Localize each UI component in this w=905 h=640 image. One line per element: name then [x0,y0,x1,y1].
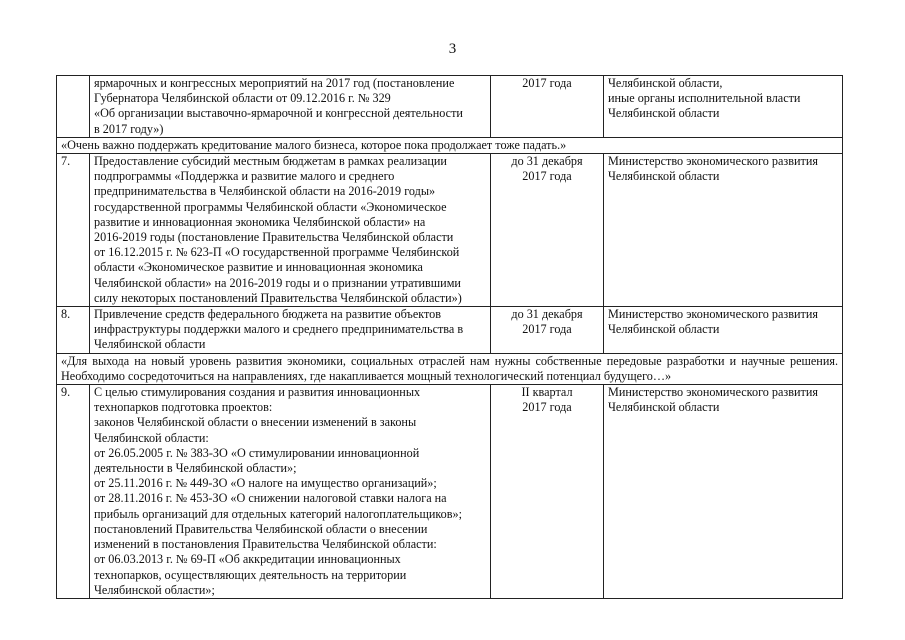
task-line: технопарков подготовка проектов: [94,400,273,415]
task-line: от 25.11.2016 г. № 449-ЗО «О налоге на имущество организаций»; [94,476,437,491]
term-line: 2017 года [522,400,572,415]
task-line: изменений в постановления Правительства Челябинской области: [94,537,437,552]
task-line: постановлений Правительства Челябинской области о внесении [94,521,428,536]
task-line: Привлечение средств федерального бюджета на развитие объектов [94,307,442,322]
term-line: 2017 года [522,322,572,337]
quote-row [57,137,843,153]
task-line: «Об организации выставочно-ярмарочной и конгрессной деятельности [94,106,463,121]
task-cell [90,154,491,307]
quote-text: «Очень важно поддержать кредитование малого бизнеса, которое пока продолжает тоже падать.» [57,137,843,153]
task-cell [90,76,491,138]
executor-line: Министерство экономического развития [608,385,818,400]
task-line: Челябинской области» на 2016-2019 годы и о признании утратившими [94,275,461,290]
term-line: до 31 декабря [511,154,583,169]
task-line: от 06.03.2013 г. № 69-П «Об аккредитации инновационных [94,552,401,567]
task-line: развитие и инновационная экономика Челябинской области» на [94,214,426,229]
task-line: предпринимательства в Челябинской области на 2016-2019 годы» [94,184,436,199]
task-line: от 26.05.2005 г. № 383-ЗО «О стимулировании инновационной [94,445,420,460]
task-line: инфраструктуры поддержки малого и среднего предпринимательства в [94,322,464,337]
table-row [57,307,843,354]
task-line: деятельности в Челябинской области»; [94,461,297,476]
action-plan-table [56,75,843,599]
term-line: 2017 года [522,76,572,90]
task-line: прибыль организаций для отдельных категорий налогоплательщиков»; [94,506,462,521]
table-row [57,154,843,307]
task-line: Губернатора Челябинской области от 09.12.2016 г. № 329 [94,91,391,106]
item-number [57,76,90,138]
executor-line: Челябинской области [608,106,720,121]
task-line: ярмарочных и конгрессных мероприятий на 2017 год (постановление [94,76,455,90]
quote-row [57,353,843,384]
term-cell [491,76,604,138]
executor-line: Министерство экономического развития [608,154,818,169]
item-number: 9. [57,385,90,599]
term-cell [491,154,604,307]
executor-cell [604,307,843,354]
item-number: 8. [57,307,90,354]
executor-cell [604,76,843,138]
item-number: 7. [57,154,90,307]
executor-cell [604,154,843,307]
task-line: Предоставление субсидий местным бюджетам в рамках реализации [94,154,447,169]
executor-line: Челябинской области [608,322,720,337]
executor-cell [604,385,843,599]
task-line: области «Экономическое развитие и инновационная экономика [94,260,423,275]
task-line: Челябинской области: [94,430,209,445]
quote-text: «Для выхода на новый уровень развития экономики, социальных отраслей нам нужны собственные передовые разработки и научные решения. Необходимо сосредоточиться на направлениях, где накапливается мощный технологический потенциал будущего…» [57,353,843,384]
page-number: 3 [448,41,457,57]
task-line: технопарков, осуществляющих деятельность на территории [94,567,407,582]
executor-line: Челябинской области, [608,76,723,90]
term-line: II квартал [521,385,573,400]
table-row [57,76,843,138]
term-cell [491,307,604,354]
executor-line: Челябинской области [608,169,720,184]
task-line: 2016-2019 годы (постановление Правительства Челябинской области [94,230,454,245]
table-row [57,385,843,599]
task-line: Челябинской области [94,337,206,352]
task-line: в 2017 году») [94,121,164,136]
task-line: законов Челябинской области о внесении изменений в законы [94,415,417,430]
task-line: государственной программы Челябинской области «Экономическое [94,199,447,214]
executor-line: иные органы исполнительной власти [608,91,801,106]
term-line: до 31 декабря [511,307,583,322]
term-cell [491,385,604,599]
task-line: от 16.12.2015 г. № 623-П «О государственной программе Челябинской [94,245,460,260]
term-line: 2017 года [522,169,572,184]
task-line: С целью стимулирования создания и развития инновационных [94,385,421,400]
task-line: от 28.11.2016 г. № 453-ЗО «О снижении налоговой ставки налога на [94,491,447,506]
task-line: Челябинской области»; [94,582,215,597]
executor-line: Министерство экономического развития [608,307,818,322]
task-cell [90,307,491,354]
task-cell [90,385,491,599]
task-line: силу некоторых постановлений Правительства Челябинской области») [94,290,462,305]
task-line: подпрограммы «Поддержка и развитие малого и среднего [94,169,395,184]
executor-line: Челябинской области [608,400,720,415]
